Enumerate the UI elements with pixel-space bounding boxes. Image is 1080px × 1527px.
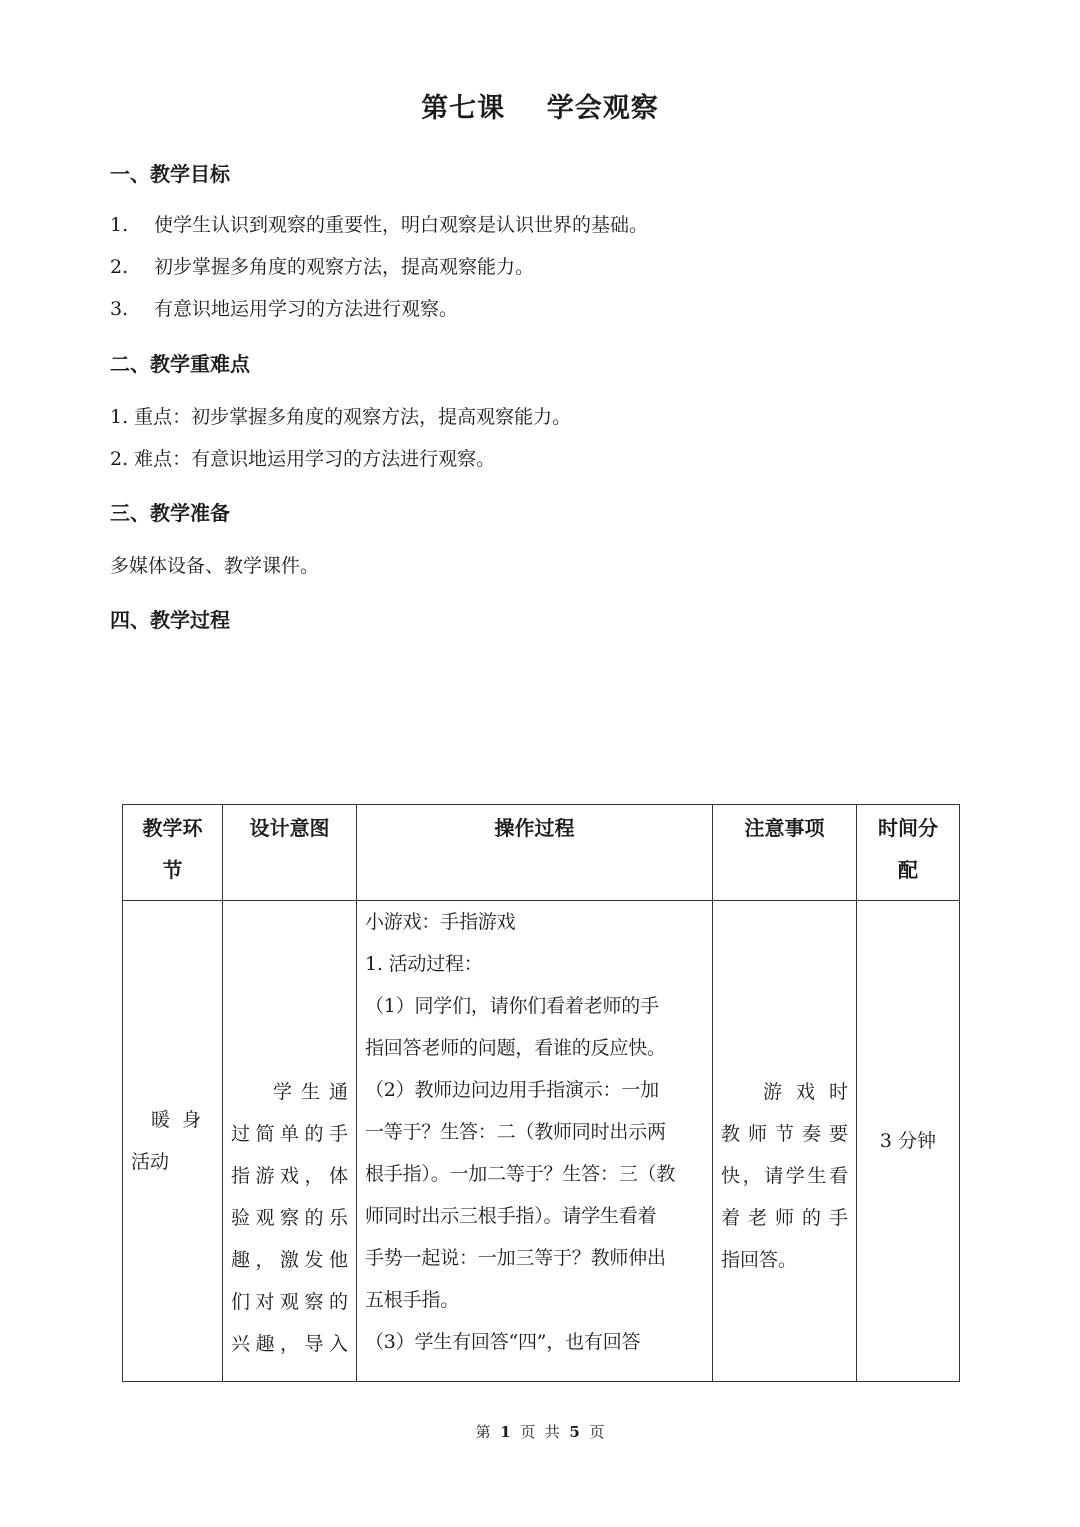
header-stage: 教学环 节 <box>123 805 223 901</box>
table-header-row <box>123 805 960 901</box>
item-text: 使学生认识到观察的重要性，明白观察是认识世界的基础。 <box>154 214 649 236</box>
cell-time: 3 分钟 <box>857 901 960 1382</box>
cell-operation: 小游戏：手指游戏 1. 活动过程： （1）同学们，请你们看着老师的手 指回答老师的问题，看谁的反应快。 （2）教师边问边用手指演示：一加 一等于？生答：二（教师同时出示两 根手指）。一加二等于？生答：三（教 师同时出示三根手指）。请学生看着 手势一起说：一加三等于？教师伸出 五根手指。 （3）学生有回答“四”，也有回答 <box>357 901 713 1382</box>
item-number: 1. <box>110 214 129 236</box>
cell-intent: 学生通 过简单的手 指游戏，体 验观察的乐 趣，激发他 们对观察的 兴趣，导入 <box>223 901 357 1382</box>
page-footer: 第 1 页 共 5 页 <box>475 1423 605 1441</box>
item-number: 3. <box>110 298 129 320</box>
header-operation: 操作过程 <box>357 805 713 901</box>
header-intent: 设计意图 <box>223 805 357 901</box>
item-text: 初步掌握多角度的观察方法，提高观察能力。 <box>154 256 535 278</box>
section-heading-preparation: 三、教学准备 <box>110 501 230 525</box>
objective-item <box>110 294 458 321</box>
page-title: 第七课 学会观察 <box>421 93 659 124</box>
cell-stage: 暖 身 活动 <box>123 901 223 1382</box>
item-number: 2. <box>110 256 129 278</box>
objective-item <box>110 210 648 237</box>
header-time: 时间分 配 <box>857 805 960 901</box>
total-pages-number: 5 <box>569 1423 580 1441</box>
lesson-process-table <box>122 804 960 1382</box>
preparation-text: 多媒体设备、教学课件。 <box>110 555 320 577</box>
key-point-item: 2. 难点：有意识地运用学习的方法进行观察。 <box>110 448 496 470</box>
current-page-number: 1 <box>500 1423 511 1441</box>
section-heading-objectives: 一、教学目标 <box>110 162 230 186</box>
objective-item <box>110 252 534 279</box>
table-row <box>123 901 960 1382</box>
cell-notes: 游戏时 教师节奏要 快，请学生看 着老师的手 指回答。 <box>713 901 857 1382</box>
item-text: 有意识地运用学习的方法进行观察。 <box>154 298 459 320</box>
section-heading-key-points: 二、教学重难点 <box>110 352 250 376</box>
section-heading-process: 四、教学过程 <box>110 608 230 632</box>
header-notes: 注意事项 <box>713 805 857 901</box>
key-point-item: 1. 重点：初步掌握多角度的观察方法，提高观察能力。 <box>110 406 572 428</box>
